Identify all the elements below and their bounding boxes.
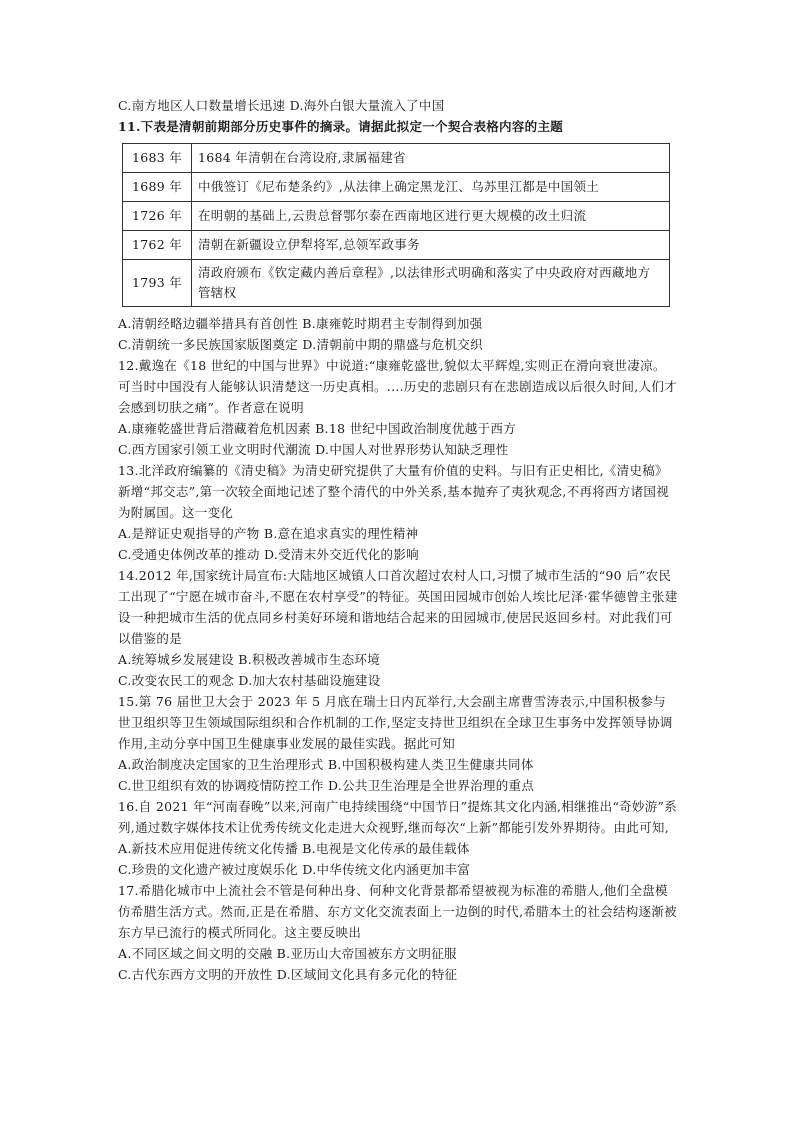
q16-option-cd: C.珍贵的文化遗产被过度娱乐化 D.中华传统文化内涵更加丰富: [118, 862, 471, 877]
q16-option-ab: A.新技术应用促进传统文化传播 B.电视是文化传承的最佳载体: [118, 841, 470, 856]
table-cell-year: 1762 年: [123, 231, 192, 260]
table-row: [123, 202, 670, 231]
q11-event-table: [122, 143, 670, 307]
q14-stem: 14.2012 年,国家统计局宣布:大陆地区城镇人口首次超过农村人口,习惯了城市生活的“90 后”农民工出现了“宁愿在城市奋斗,不愿在农村享受”的特征。英国田园城市创始人埃比尼泽·霍华德曾主张建设一种把城市生活的优点同乡村美好环境和谐地结合起来的田园城市,使居民返回乡村。对此我们可以借鉴的是: [118, 568, 678, 646]
table-row: [123, 144, 670, 173]
table-cell-event: 中俄签订《尼布楚条约》,从法律上确定黑龙江、乌苏里江都是中国领土: [192, 173, 670, 202]
table-row: [123, 260, 670, 307]
table-cell-year: 1793 年: [123, 260, 192, 307]
q13-stem: 13.北洋政府编纂的《清史稿》为清史研究提供了大量有价值的史料。与旧有正史相比,《清史稿》新增“邦交志”,第一次较全面地记述了整个清代的中外关系,基本抛弃了夷狄观念,不再将西方诸国视为附属国。这一变化: [118, 463, 670, 520]
q17-option-cd: C.古代东西方文明的开放性 D.区域间文化具有多元化的特征: [118, 967, 458, 982]
q15-option-ab: A.政治制度决定国家的卫生治理形式 B.中国积极构建人类卫生健康共同体: [118, 757, 534, 772]
q12-stem: 12.戴逸在《18 世纪的中国与世界》中说道:“康雍乾盛世,貌似太平辉煌,实则正在滑向衰世凄凉。可当时中国没有人能够认识清楚这一历史真相。....历史的悲剧只有在悲剧造成以后很久时间,人们才会感到切肤之痛”。作者意在说明: [118, 358, 677, 415]
table-cell-year: 1683 年: [123, 144, 192, 173]
q13-option-ab: A.是辩证史观指导的产物 B.意在追求真实的理性精神: [118, 526, 419, 541]
q12-option-cd: C.西方国家引领工业文明时代潮流 D.中国人对世界形势认知缺乏理性: [118, 442, 509, 457]
table-cell-year: 1689 年: [123, 173, 192, 202]
table-row: [123, 231, 670, 260]
q15-option-cd: C.世卫组织有效的协调疫情防控工作 D.公共卫生治理是全世界治理的重点: [118, 778, 535, 793]
q13-option-cd: C.受通史体例改革的推动 D.受清末外交近代化的影响: [118, 547, 419, 562]
exam-page: [118, 95, 678, 985]
q14-option-ab: A.统筹城乡发展建设 B.积极改善城市生态环境: [118, 652, 381, 667]
q11-option-cd: C.清朝统一多民族国家版图奠定 D.清朝前中期的鼎盛与危机交织: [118, 337, 483, 352]
q14-option-cd: C.改变农民工的观念 D.加大农村基础设施建设: [118, 673, 381, 688]
table-cell-year: 1726 年: [123, 202, 192, 231]
q10-option-cd: C.南方地区人口数量增长迅速 D.海外白银大量流入了中国: [118, 98, 445, 113]
q16-stem: 16.自 2021 年“河南春晚”以来,河南广电持续围绕“中国节日”提炼其文化内涵,相继推出“奇妙游”系列,通过数字媒体技术让优秀传统文化走进大众视野,继而每次“上新”都能引发外界期待。由此可知,: [118, 799, 678, 835]
table-row: [123, 173, 670, 202]
q11-option-ab: A.清朝经略边疆举措具有首创性 B.康雍乾时期君主专制得到加强: [118, 316, 483, 331]
q17-option-ab: A.不同区域之间文明的交融 B.亚历山大帝国被东方文明征服: [118, 946, 457, 961]
q15-stem: 15.第 76 届世卫大会于 2023 年 5 月底在瑞士日内瓦举行,大会副主席曹雪涛表示,中国积极参与世卫组织等卫生领域国际组织和合作机制的工作,坚定支持世卫组织在全球卫生事务中发挥领导协调作用,主动分享中国卫生健康事业发展的最佳实践。据此可知: [118, 694, 673, 751]
table-cell-event: 1684 年清朝在台湾设府,隶属福建省: [192, 144, 670, 173]
table-cell-event: 清朝在新疆设立伊犁将军,总领军政事务: [192, 231, 670, 260]
table-cell-event: 清政府颁布《钦定藏内善后章程》,以法律形式明确和落实了中央政府对西藏地方管辖权: [192, 260, 670, 307]
q12-option-ab: A.康雍乾盛世背后潜藏着危机因素 B.18 世纪中国政治制度优越于西方: [118, 421, 517, 436]
q17-stem: 17.希腊化城市中上流社会不管是何种出身、何种文化背景都希望被视为标准的希腊人,他们全盘模仿希腊生活方式。然而,正是在希腊、东方文化交流表面上一边倒的时代,希腊本土的社会结构逐渐被东方早已流行的模式所同化。这主要反映出: [118, 883, 677, 940]
table-cell-event: 在明朝的基础上,云贵总督鄂尔泰在西南地区进行更大规模的改土归流: [192, 202, 670, 231]
q11-stem: 11.下表是清朝前期部分历史事件的摘录。请据此拟定一个契合表格内容的主题: [118, 119, 564, 134]
